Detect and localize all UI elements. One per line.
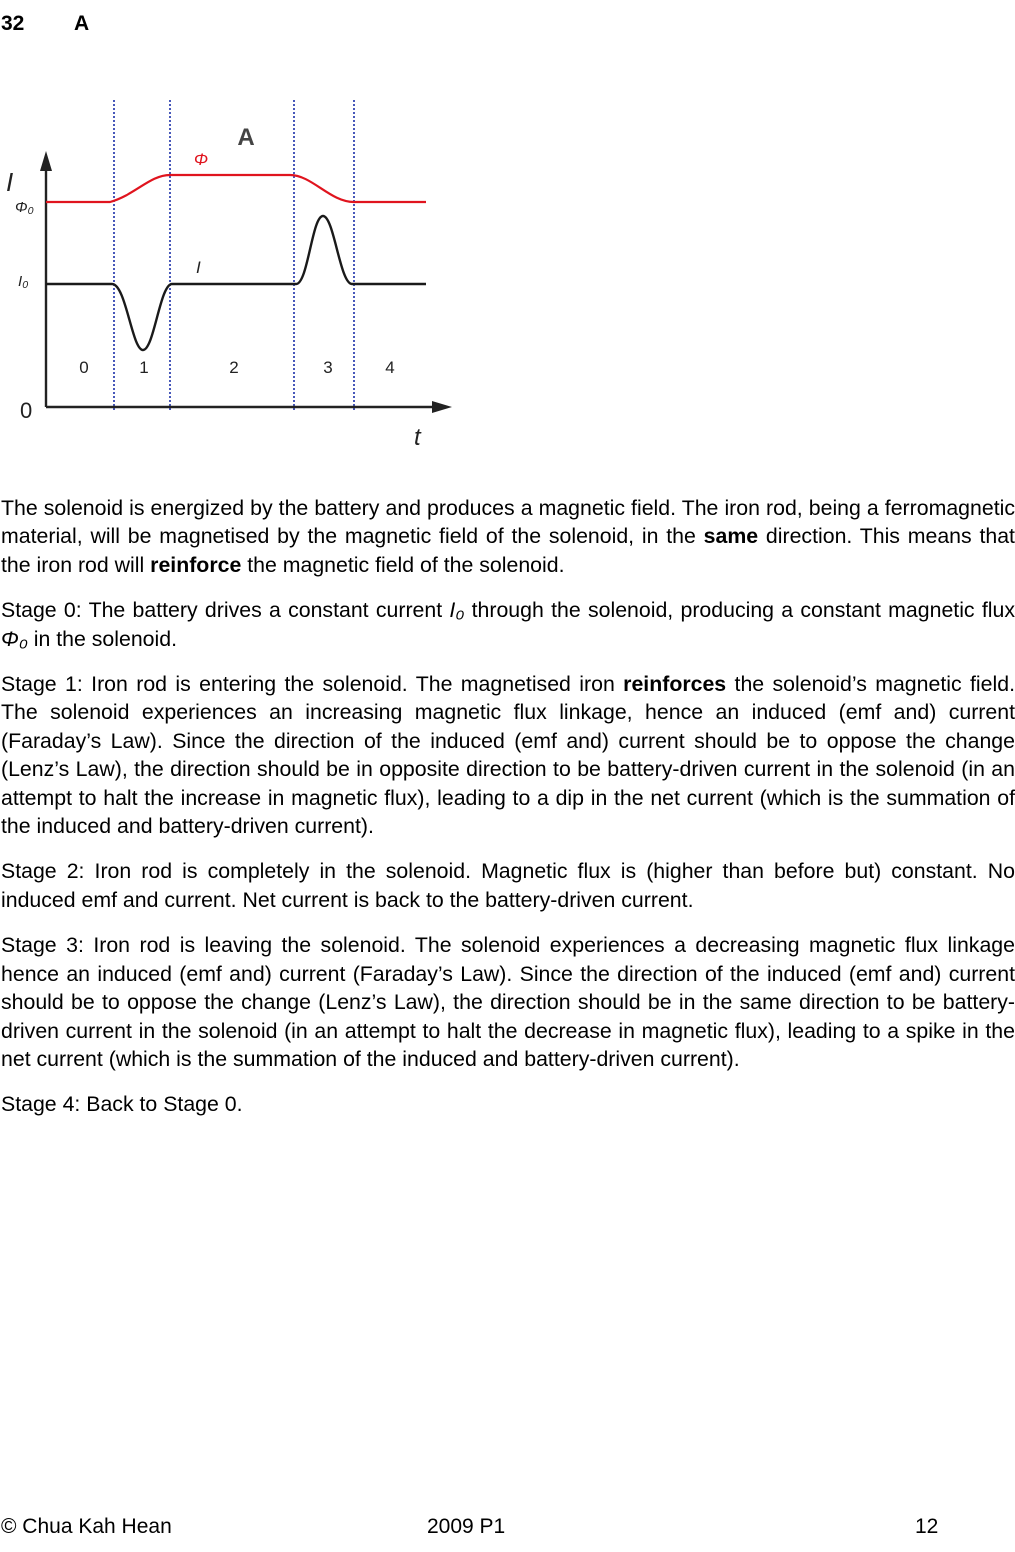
text-run: the magnetic field of the solenoid. [241,552,565,577]
i-axis-arrow-icon [40,151,52,171]
text-run: Stage 1: Iron rod is entering the solenoid. The magnetised iron [1,672,624,697]
footer-page-number: 12 [915,1515,939,1538]
emphasis-reinforces: reinforces [623,672,727,697]
symbol-i0: I₀ [449,598,465,623]
stage-label: 3 [323,358,333,377]
stage-label: 0 [79,358,89,377]
stage-label: 2 [229,358,239,377]
origin-label: 0 [20,398,33,423]
symbol-phi0: Φ₀ [1,626,28,651]
emphasis-same: same [703,524,759,549]
i-curve-label: I [196,258,201,277]
phi0-label: Φ₀ [15,199,34,216]
stage0-paragraph [1,596,1015,653]
text-run: through the solenoid, producing a constant magnetic flux [464,598,1015,623]
stage-labels [79,358,394,377]
t-axis-arrow-icon [432,401,452,413]
figure-title: A [237,124,255,151]
stage3-paragraph: Stage 3: Iron rod is leaving the solenoid. The solenoid experiences a decreasing magnetic flux linkage hence an induced (emf and) current (Faraday’s Law). Since the direction of the induced (emf and) current should be to oppose the change (Lenz’s Law), the direction should be in the same direction to be battery-driven current in the solenoid (in an attempt to halt the decrease in magnetic flux), leading to a spike in the net current (which is the summation of the induced and battery-driven current). [1,933,1015,1071]
stage4-paragraph: Stage 4: Back to Stage 0. [1,1092,243,1117]
flux-curve [46,175,426,202]
i0-label: I₀ [18,273,29,290]
stage2-paragraph: Stage 2: Iron rod is completely in the solenoid. Magnetic flux is (higher than before but) constant. No induced emf and current. Net current is back to the battery-driven current. [1,859,1015,912]
text-run: Stage 0: The battery drives a constant current [1,598,450,623]
emphasis-reinforce: reinforce [150,552,242,577]
answer-letter: A [74,12,90,35]
flux-current-graph [0,95,470,460]
text-run: The solenoid is energized by the battery and produces a magnetic field. The iron rod, being a ferromagnetic material, will be magnetised by the magnetic field of the solenoid, in the [1,496,1015,549]
current-curve [46,216,426,350]
i-axis-label: I [6,167,14,197]
t-label: t [414,424,421,451]
stage-label: 4 [385,358,395,377]
text-run: in the solenoid. [27,626,177,651]
stage1-paragraph [1,670,1015,840]
phi-label: Φ [193,150,209,169]
footer-paper: 2009 P1 [427,1515,506,1538]
footer-author: © Chua Kah Hean [1,1515,172,1538]
question-number: 32 [1,12,25,35]
intro-paragraph [1,494,1015,579]
text-run: the solenoid’s magnetic field. The solenoid experiences an increasing magnetic flux linkage, hence an induced (emf and) current (Faraday’s Law). Since the direction of the induced (emf and) current should be to oppose the change (Lenz’s Law), the direction should be in opposite direction to be battery-driven current in the solenoid (in an attempt to halt the increase in magnetic flux), leading to a dip in the net current (which is the summation of the induced and battery-driven current). [1,672,1015,839]
stage-label: 1 [139,358,149,377]
text-run: direction. This means that the iron rod will [1,524,1015,577]
explanation [1,494,1015,1136]
